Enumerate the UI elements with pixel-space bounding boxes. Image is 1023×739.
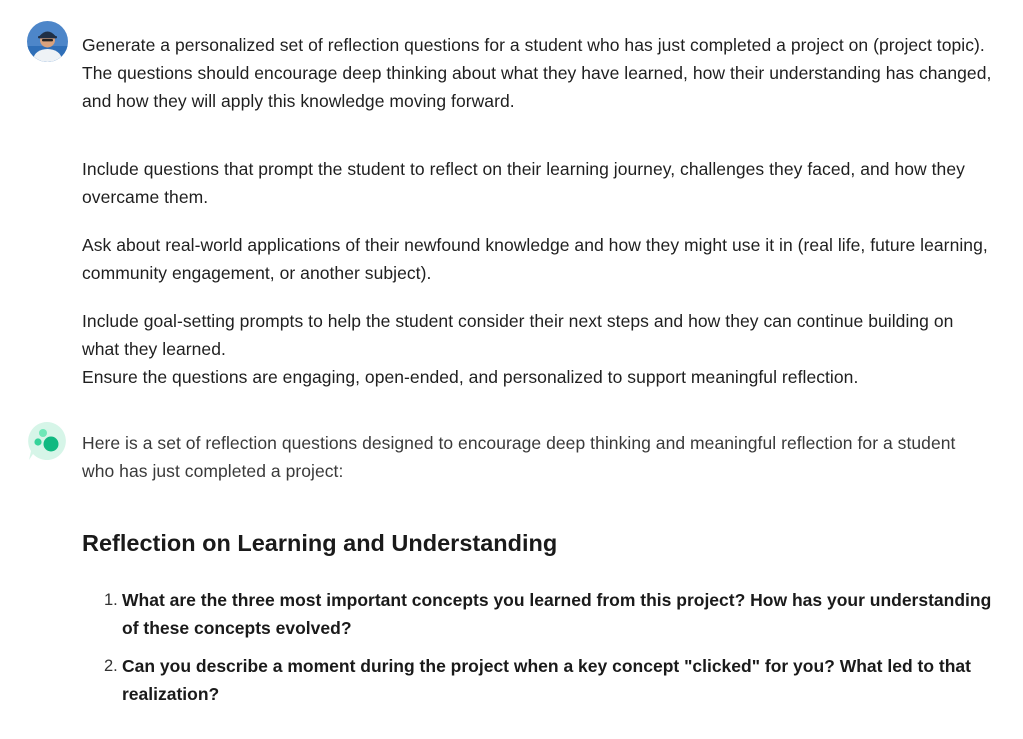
section-heading: Reflection on Learning and Understanding bbox=[82, 530, 558, 556]
question-list bbox=[82, 586, 992, 708]
list-item bbox=[104, 652, 992, 708]
assistant-intro: Here is a set of reflection questions designed to encourage deep thinking and meaningful reflection for a student who has just completed a project: bbox=[82, 433, 956, 481]
list-item-text: What are the three most important concepts you learned from this project? How has your understanding of these concepts evolved? bbox=[122, 590, 992, 638]
user-message bbox=[82, 31, 992, 391]
user-avatar-icon bbox=[27, 21, 68, 62]
user-message-paragraph: Include goal-setting prompts to help the student consider their next steps and how they can continue building on what they learned. bbox=[82, 311, 954, 359]
list-item-text: Can you describe a moment during the project when a key concept "clicked" for you? What led to that realization? bbox=[122, 656, 971, 704]
list-item bbox=[104, 586, 992, 642]
user-message-paragraph: Ensure the questions are engaging, open-ended, and personalized to support meaningful reflection. bbox=[82, 367, 859, 387]
assistant-logo-icon bbox=[27, 421, 67, 461]
list-item-number: 1. bbox=[104, 591, 118, 609]
assistant-avatar bbox=[27, 421, 67, 461]
user-message-paragraph: Include questions that prompt the student to reflect on their learning journey, challenges they faced, and how they overcame them. bbox=[82, 159, 965, 207]
list-item-number: 2. bbox=[104, 657, 118, 675]
user-avatar bbox=[27, 21, 68, 62]
user-message-paragraph: Ask about real-world applications of their newfound knowledge and how they might use it in (real life, future learning, community engagement, or another subject). bbox=[82, 235, 988, 283]
user-message-paragraph: Generate a personalized set of reflection questions for a student who has just completed a project on (project topic). The questions should encourage deep thinking about what they have learned, how their understanding has changed, and how they will apply this knowledge moving forward. bbox=[82, 35, 992, 111]
assistant-message bbox=[82, 429, 992, 718]
